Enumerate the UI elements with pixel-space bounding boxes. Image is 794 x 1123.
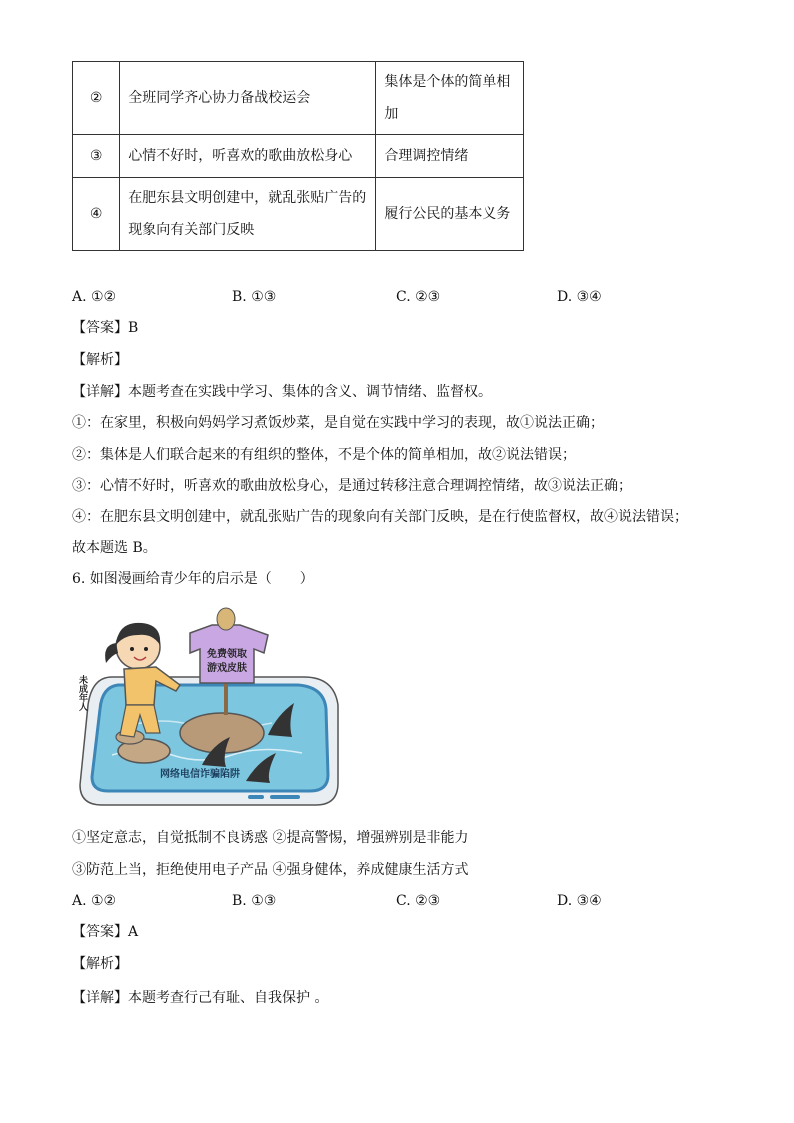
shirt-text-1: 免费领取 xyxy=(207,649,247,660)
q6-option-a: A. ①② xyxy=(72,893,117,909)
q5-conclusion: 故本题选 B。 xyxy=(72,540,157,556)
table-row xyxy=(73,135,524,178)
table-row xyxy=(73,178,524,251)
q6-statements-1: ①坚定意志，自觉抵制不良诱惑 ②提高警惕，增强辨别是非能力 xyxy=(72,830,469,846)
q6-option-b: B. ①③ xyxy=(232,893,277,909)
row-number: ③ xyxy=(73,135,120,178)
q6-detail: 【详解】本题考查行己有耻、自我保护 。 xyxy=(72,990,329,1006)
q5-answer: 【答案】B xyxy=(72,320,139,336)
row-view-line: 集体是个体的简单相 xyxy=(384,74,511,90)
row-event-line: 现象向有关部门反映 xyxy=(128,222,255,238)
row-event xyxy=(120,178,376,251)
cartoon-image xyxy=(72,605,344,813)
q5-point-1: ①：在家里，积极向妈妈学习煮饭炒菜，是自觉在实践中学习的表现，故①说法正确； xyxy=(72,415,604,431)
q5-option-a: A. ①② xyxy=(72,289,117,305)
row-number: ④ xyxy=(73,178,120,251)
q6-answer: 【答案】A xyxy=(72,924,139,940)
q6-stem: 6. 如图漫画给青少年的启示是（ ） xyxy=(72,571,314,587)
question-table xyxy=(72,61,524,251)
row-event: 心情不好时，听喜欢的歌曲放松身心 xyxy=(120,135,376,178)
row-event-line: 在肥东县文明创建中，就乱张贴广告的 xyxy=(128,190,367,206)
cartoon-caption: 网络电信诈骗陷阱 xyxy=(160,769,240,780)
row-event: 全班同学齐心协力备战校运会 xyxy=(120,62,376,135)
row-number: ② xyxy=(73,62,120,135)
table-row xyxy=(73,62,524,135)
row-view-line: 合理调控情绪 xyxy=(384,148,469,164)
side-label: 未成年人 xyxy=(77,675,87,711)
row-view-line: 加 xyxy=(384,106,399,122)
q5-option-c: C. ②③ xyxy=(396,289,441,305)
q5-point-3: ③：心情不好时，听喜欢的歌曲放松身心，是通过转移注意合理调控情绪，故③说法正确； xyxy=(72,478,632,494)
q6-option-c: C. ②③ xyxy=(396,893,441,909)
shirt-text-2: 游戏皮肤 xyxy=(207,663,247,674)
row-view xyxy=(376,178,524,251)
q5-point-4: ④：在肥东县文明创建中，就乱张贴广告的现象向有关部门反映，是在行使监督权，故④说法错误； xyxy=(72,509,688,525)
q5-point-2: ②：集体是人们联合起来的有组织的整体，不是个体的简单相加，故②说法错误； xyxy=(72,447,576,463)
q5-detail: 【详解】本题考查在实践中学习、集体的含义、调节情绪、监督权。 xyxy=(72,384,492,400)
q5-analysis: 【解析】 xyxy=(72,352,128,368)
q5-option-b: B. ①③ xyxy=(232,289,277,305)
q6-option-d: D. ③④ xyxy=(557,893,602,909)
q6-statements-2: ③防范上当，拒绝使用电子产品 ④强身健体，养成健康生活方式 xyxy=(72,862,469,878)
q6-analysis: 【解析】 xyxy=(72,956,128,972)
q5-option-d: D. ③④ xyxy=(557,289,602,305)
row-view-line: 履行公民的基本义务 xyxy=(384,206,511,222)
row-view xyxy=(376,135,524,178)
row-view xyxy=(376,62,524,135)
